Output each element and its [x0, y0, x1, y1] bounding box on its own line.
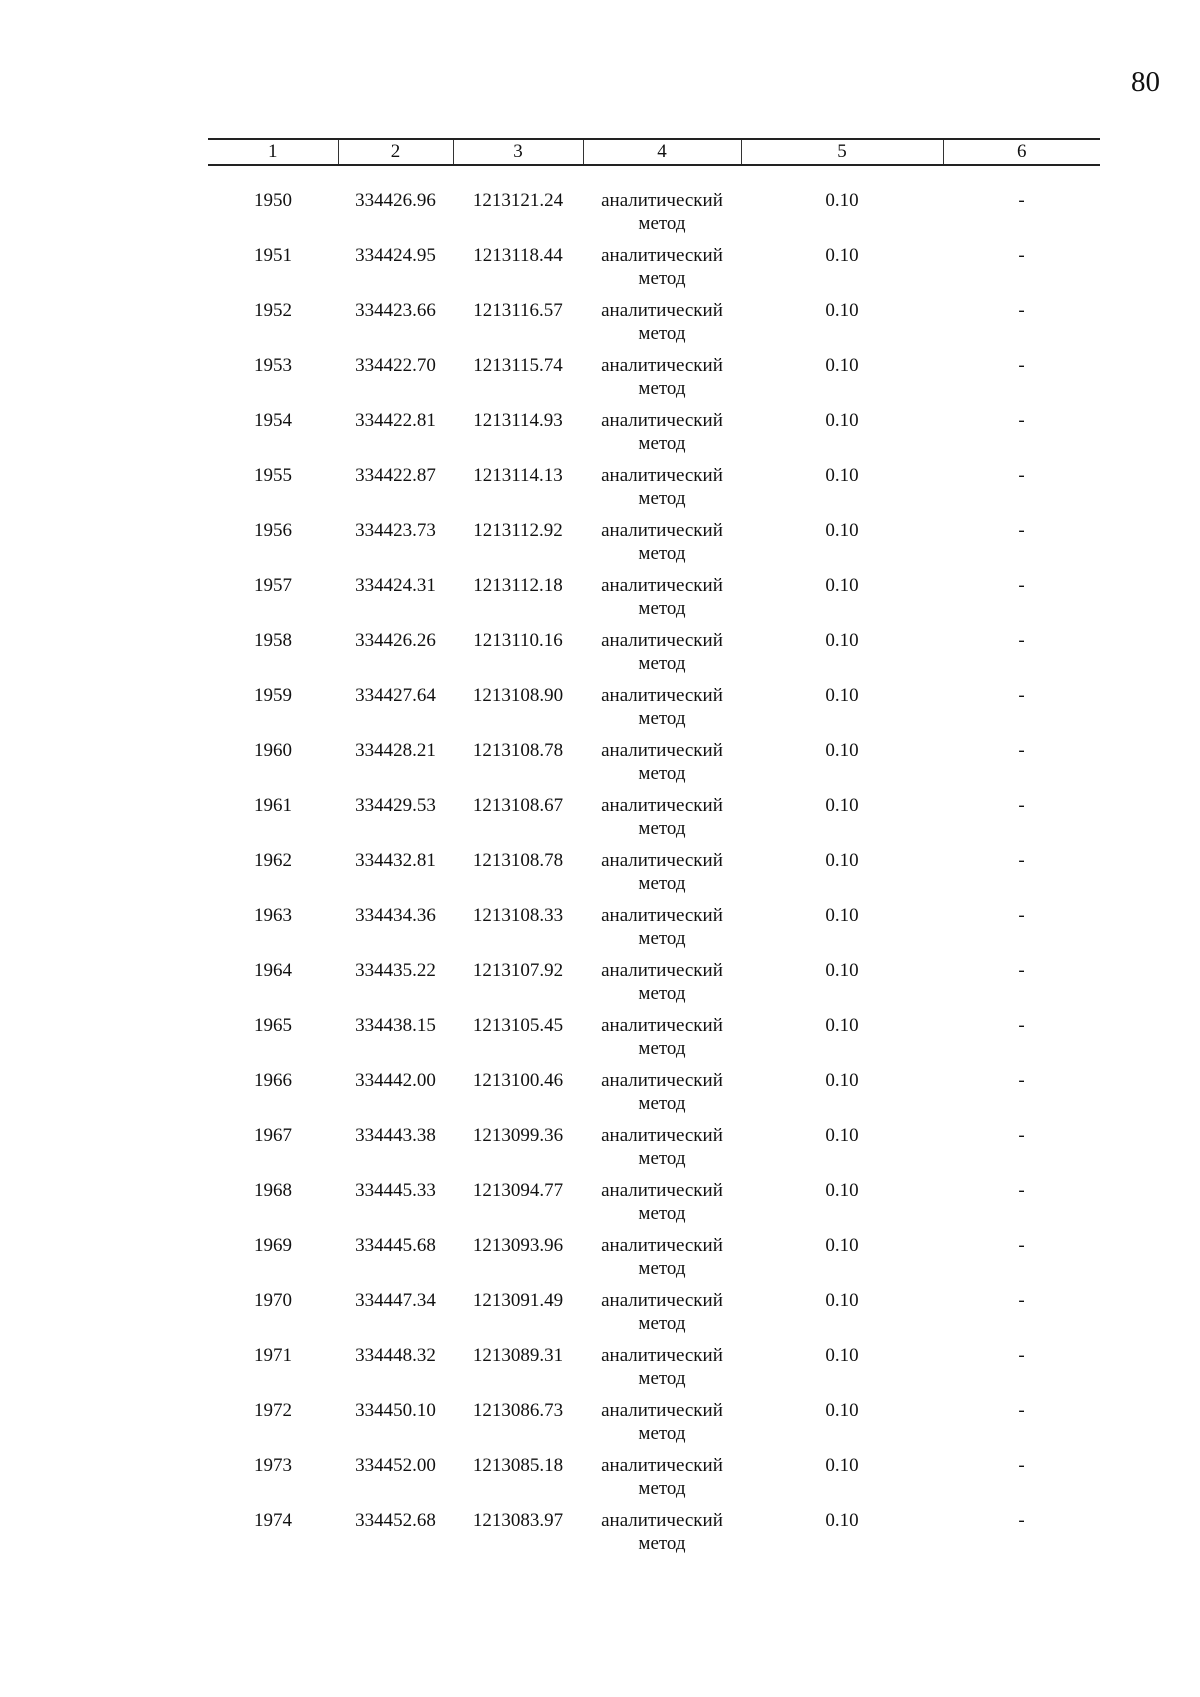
note-cell: - [1018, 1345, 1025, 1366]
table-row [208, 1399, 1100, 1454]
x-coordinate-cell: 334442.00 [355, 1070, 436, 1091]
method-cell [583, 519, 741, 574]
accuracy-cell: 0.10 [825, 1455, 859, 1476]
accuracy-cell: 0.10 [825, 520, 859, 541]
point-number-cell: 1970 [254, 1290, 292, 1311]
note-cell: - [1018, 575, 1025, 596]
method-cell [583, 1234, 741, 1289]
y-coordinate-cell: 1213093.96 [472, 1235, 564, 1256]
note-cell: - [1018, 630, 1025, 651]
table-row [208, 1014, 1100, 1069]
table-row [208, 1234, 1100, 1289]
column-header-5: 5 [741, 139, 943, 165]
point-number-cell: 1974 [254, 1510, 292, 1531]
method-text: аналитический метод [601, 1125, 723, 1169]
method-cell [583, 244, 741, 299]
table-row [208, 1289, 1100, 1344]
point-number-cell: 1954 [254, 410, 292, 431]
x-coordinate-cell: 334435.22 [355, 960, 436, 981]
method-cell [583, 464, 741, 519]
method-text: аналитический метод [601, 1235, 723, 1279]
method-cell [583, 629, 741, 684]
table-row [208, 794, 1100, 849]
x-coordinate-cell: 334452.68 [355, 1510, 436, 1531]
y-coordinate-cell: 1213094.77 [472, 1180, 564, 1201]
x-coordinate-cell: 334422.81 [355, 410, 436, 431]
accuracy-cell: 0.10 [825, 905, 859, 926]
note-cell: - [1018, 1290, 1025, 1311]
table-row [208, 739, 1100, 794]
point-number-cell: 1965 [254, 1015, 292, 1036]
note-cell: - [1018, 1015, 1025, 1036]
method-text: аналитический метод [601, 520, 723, 564]
x-coordinate-cell: 334424.31 [355, 575, 436, 596]
table-row [208, 464, 1100, 519]
x-coordinate-cell: 334445.33 [355, 1180, 436, 1201]
x-coordinate-cell: 334445.68 [355, 1235, 436, 1256]
note-cell: - [1018, 850, 1025, 871]
accuracy-cell: 0.10 [825, 575, 859, 596]
method-cell [583, 904, 741, 959]
accuracy-cell: 0.10 [825, 245, 859, 266]
note-cell: - [1018, 465, 1025, 486]
note-cell: - [1018, 190, 1025, 211]
table-row [208, 629, 1100, 684]
note-cell: - [1018, 1455, 1025, 1476]
method-cell [583, 1179, 741, 1234]
point-number-cell: 1959 [254, 685, 292, 706]
method-cell [583, 849, 741, 904]
method-cell [583, 1454, 741, 1509]
column-header-3: 3 [453, 139, 583, 165]
x-coordinate-cell: 334448.32 [355, 1345, 436, 1366]
table-row [208, 244, 1100, 299]
point-number-cell: 1951 [254, 245, 292, 266]
accuracy-cell: 0.10 [825, 1235, 859, 1256]
note-cell: - [1018, 795, 1025, 816]
method-cell [583, 299, 741, 354]
x-coordinate-cell: 334422.70 [355, 355, 436, 376]
point-number-cell: 1971 [254, 1345, 292, 1366]
method-text: аналитический метод [601, 850, 723, 894]
method-text: аналитический метод [601, 355, 723, 399]
note-cell: - [1018, 1180, 1025, 1201]
x-coordinate-cell: 334450.10 [355, 1400, 436, 1421]
y-coordinate-cell: 1213108.78 [472, 850, 564, 871]
accuracy-cell: 0.10 [825, 1400, 859, 1421]
accuracy-cell: 0.10 [825, 355, 859, 376]
x-coordinate-cell: 334429.53 [355, 795, 436, 816]
y-coordinate-cell: 1213118.44 [473, 245, 563, 266]
y-coordinate-cell: 1213108.90 [472, 685, 564, 706]
column-header-4: 4 [583, 139, 741, 165]
method-text: аналитический метод [601, 1070, 723, 1114]
coordinates-table [208, 138, 1100, 1564]
x-coordinate-cell: 334426.26 [355, 630, 436, 651]
method-cell [583, 189, 741, 244]
y-coordinate-cell: 1213100.46 [472, 1070, 564, 1091]
y-coordinate-cell: 1213108.78 [472, 740, 564, 761]
note-cell: - [1018, 410, 1025, 431]
y-coordinate-cell: 1213108.67 [472, 795, 564, 816]
accuracy-cell: 0.10 [825, 1070, 859, 1091]
point-number-cell: 1972 [254, 1400, 292, 1421]
method-text: аналитический метод [601, 410, 723, 454]
note-cell: - [1018, 740, 1025, 761]
accuracy-cell: 0.10 [825, 850, 859, 871]
x-coordinate-cell: 334427.64 [355, 685, 436, 706]
point-number-cell: 1961 [254, 795, 292, 816]
page-number: 80 [1131, 66, 1160, 98]
table-row [208, 519, 1100, 574]
method-text: аналитический метод [601, 905, 723, 949]
y-coordinate-cell: 1213114.93 [473, 410, 563, 431]
point-number-cell: 1962 [254, 850, 292, 871]
x-coordinate-cell: 334426.96 [355, 190, 436, 211]
accuracy-cell: 0.10 [825, 630, 859, 651]
x-coordinate-cell: 334438.15 [355, 1015, 436, 1036]
note-cell: - [1018, 1235, 1025, 1256]
y-coordinate-cell: 1213107.92 [472, 960, 564, 981]
point-number-cell: 1952 [254, 300, 292, 321]
method-text: аналитический метод [601, 795, 723, 839]
y-coordinate-cell: 1213099.36 [472, 1125, 564, 1146]
x-coordinate-cell: 334423.66 [355, 300, 436, 321]
y-coordinate-cell: 1213089.31 [472, 1345, 564, 1366]
y-coordinate-cell: 1213083.97 [472, 1510, 564, 1531]
point-number-cell: 1958 [254, 630, 292, 651]
point-number-cell: 1968 [254, 1180, 292, 1201]
note-cell: - [1018, 520, 1025, 541]
table-row [208, 1124, 1100, 1179]
point-number-cell: 1953 [254, 355, 292, 376]
method-cell [583, 684, 741, 739]
method-cell [583, 1509, 741, 1564]
y-coordinate-cell: 1213110.16 [473, 630, 563, 651]
method-text: аналитический метод [601, 190, 723, 234]
note-cell: - [1018, 300, 1025, 321]
method-text: аналитический метод [601, 1180, 723, 1224]
method-text: аналитический метод [601, 960, 723, 1004]
accuracy-cell: 0.10 [825, 1345, 859, 1366]
y-coordinate-cell: 1213112.18 [473, 575, 563, 596]
x-coordinate-cell: 334452.00 [355, 1455, 436, 1476]
column-header-2: 2 [338, 139, 453, 165]
y-coordinate-cell: 1213108.33 [472, 905, 564, 926]
y-coordinate-cell: 1213114.13 [473, 465, 563, 486]
point-number-cell: 1957 [254, 575, 292, 596]
header-row [208, 139, 1100, 165]
note-cell: - [1018, 1070, 1025, 1091]
table-row [208, 1454, 1100, 1509]
method-text: аналитический метод [601, 1015, 723, 1059]
table-header [208, 139, 1100, 165]
point-number-cell: 1950 [254, 190, 292, 211]
point-number-cell: 1969 [254, 1235, 292, 1256]
method-text: аналитический метод [601, 300, 723, 344]
accuracy-cell: 0.10 [825, 410, 859, 431]
method-cell [583, 1289, 741, 1344]
y-coordinate-cell: 1213115.74 [473, 355, 563, 376]
column-header-6: 6 [943, 139, 1100, 165]
accuracy-cell: 0.10 [825, 190, 859, 211]
method-text: аналитический метод [601, 575, 723, 619]
method-text: аналитический метод [601, 1510, 723, 1554]
method-cell [583, 574, 741, 629]
note-cell: - [1018, 685, 1025, 706]
point-number-cell: 1964 [254, 960, 292, 981]
method-cell [583, 1399, 741, 1454]
method-text: аналитический метод [601, 245, 723, 289]
note-cell: - [1018, 355, 1025, 376]
y-coordinate-cell: 1213085.18 [472, 1455, 564, 1476]
method-text: аналитический метод [601, 1345, 723, 1389]
accuracy-cell: 0.10 [825, 795, 859, 816]
accuracy-cell: 0.10 [825, 685, 859, 706]
table-row [208, 1344, 1100, 1399]
method-text: аналитический метод [601, 1290, 723, 1334]
table-row [208, 409, 1100, 464]
point-number-cell: 1973 [254, 1455, 292, 1476]
table-row [208, 904, 1100, 959]
note-cell: - [1018, 1125, 1025, 1146]
method-text: аналитический метод [601, 465, 723, 509]
note-cell: - [1018, 1510, 1025, 1531]
point-number-cell: 1967 [254, 1125, 292, 1146]
x-coordinate-cell: 334443.38 [355, 1125, 436, 1146]
point-number-cell: 1955 [254, 465, 292, 486]
accuracy-cell: 0.10 [825, 1290, 859, 1311]
accuracy-cell: 0.10 [825, 740, 859, 761]
table-row [208, 684, 1100, 739]
method-cell [583, 794, 741, 849]
point-number-cell: 1960 [254, 740, 292, 761]
method-cell [583, 1014, 741, 1069]
accuracy-cell: 0.10 [825, 1015, 859, 1036]
method-cell [583, 1069, 741, 1124]
note-cell: - [1018, 960, 1025, 981]
table-spacer [208, 165, 1100, 189]
method-cell [583, 409, 741, 464]
x-coordinate-cell: 334423.73 [355, 520, 436, 541]
y-coordinate-cell: 1213116.57 [473, 300, 563, 321]
method-text: аналитический метод [601, 685, 723, 729]
x-coordinate-cell: 334432.81 [355, 850, 436, 871]
table-row [208, 189, 1100, 244]
x-coordinate-cell: 334447.34 [355, 1290, 436, 1311]
table-row [208, 1509, 1100, 1564]
y-coordinate-cell: 1213091.49 [472, 1290, 564, 1311]
accuracy-cell: 0.10 [825, 465, 859, 486]
y-coordinate-cell: 1213112.92 [473, 520, 563, 541]
method-text: аналитический метод [601, 1400, 723, 1444]
method-cell [583, 1344, 741, 1399]
table-row [208, 849, 1100, 904]
note-cell: - [1018, 905, 1025, 926]
x-coordinate-cell: 334428.21 [355, 740, 436, 761]
accuracy-cell: 0.10 [825, 1510, 859, 1531]
y-coordinate-cell: 1213121.24 [472, 190, 564, 211]
table-body [208, 165, 1100, 1564]
y-coordinate-cell: 1213086.73 [472, 1400, 564, 1421]
point-number-cell: 1966 [254, 1070, 292, 1091]
table-row [208, 299, 1100, 354]
table-row [208, 1069, 1100, 1124]
accuracy-cell: 0.10 [825, 300, 859, 321]
note-cell: - [1018, 1400, 1025, 1421]
accuracy-cell: 0.10 [825, 960, 859, 981]
column-header-1: 1 [208, 139, 338, 165]
table-row [208, 574, 1100, 629]
method-text: аналитический метод [601, 740, 723, 784]
method-text: аналитический метод [601, 630, 723, 674]
accuracy-cell: 0.10 [825, 1125, 859, 1146]
table-row [208, 959, 1100, 1014]
x-coordinate-cell: 334434.36 [355, 905, 436, 926]
point-number-cell: 1956 [254, 520, 292, 541]
x-coordinate-cell: 334424.95 [355, 245, 436, 266]
point-number-cell: 1963 [254, 905, 292, 926]
table-row [208, 1179, 1100, 1234]
method-cell [583, 739, 741, 794]
method-cell [583, 354, 741, 409]
note-cell: - [1018, 245, 1025, 266]
accuracy-cell: 0.10 [825, 1180, 859, 1201]
y-coordinate-cell: 1213105.45 [472, 1015, 564, 1036]
x-coordinate-cell: 334422.87 [355, 465, 436, 486]
table-row [208, 354, 1100, 409]
method-cell [583, 1124, 741, 1179]
method-text: аналитический метод [601, 1455, 723, 1499]
method-cell [583, 959, 741, 1014]
